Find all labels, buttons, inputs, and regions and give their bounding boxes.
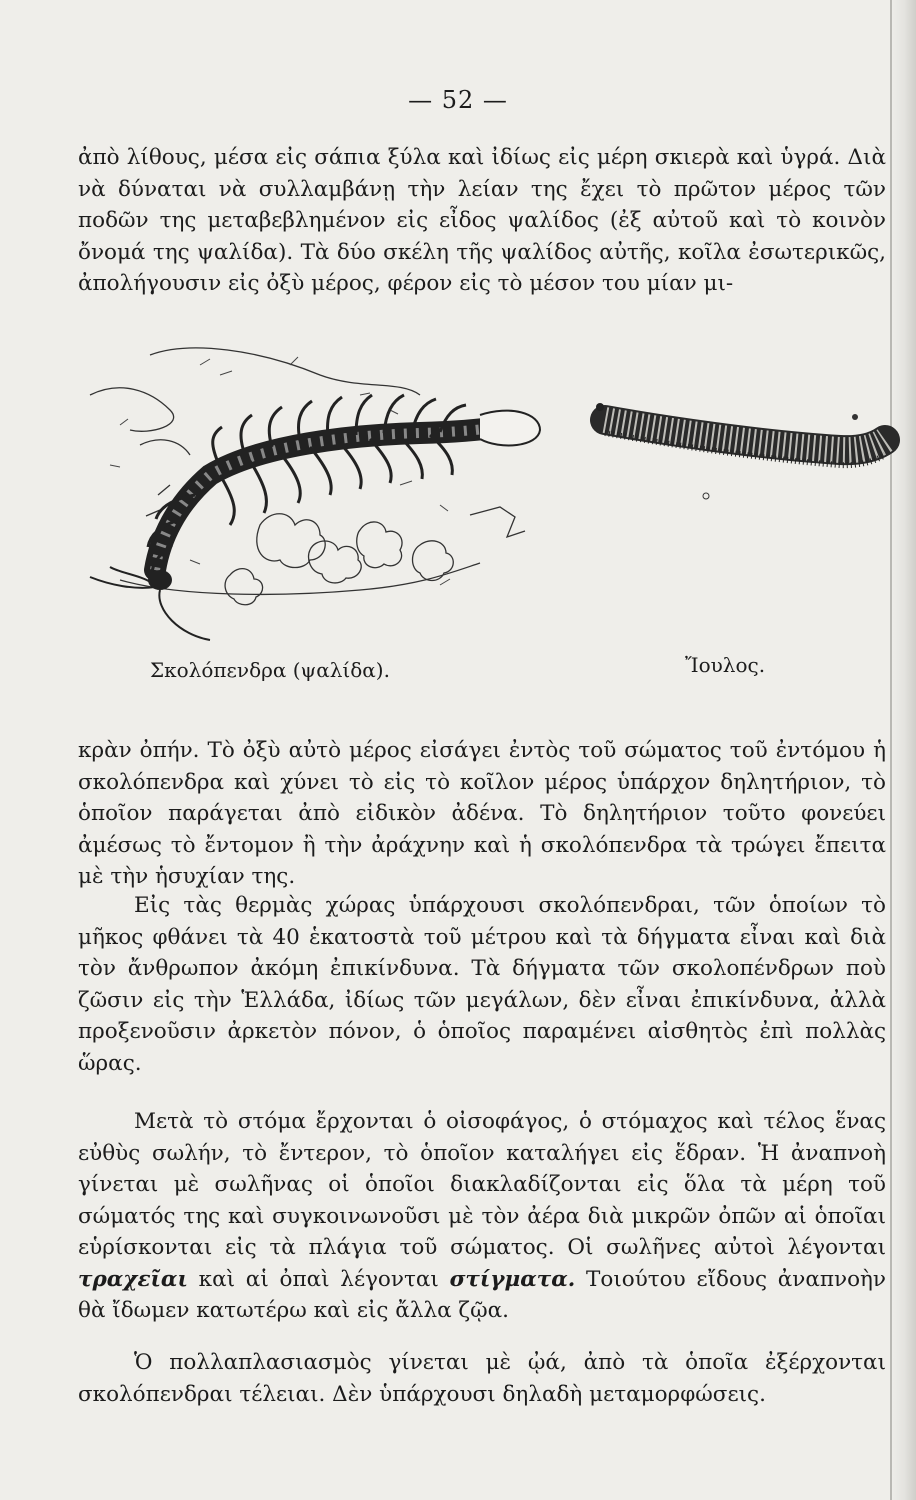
centipede-illustration (90, 348, 540, 640)
paragraph-4-text-b: καὶ αἱ ὀπαὶ λέγονται (187, 1266, 450, 1292)
page-edge-shadow (890, 0, 916, 1500)
caption-millipede: Ἴουλος. (685, 653, 766, 677)
term-stigmata: στίγματα. (449, 1266, 576, 1292)
paragraph-4 (78, 1106, 886, 1327)
paragraph-1: ἀπὸ λίθους, μέσα εἰς σάπια ξύλα καὶ ἰδίως εἰς μέρη σκιερὰ καὶ ὑγρά. Διὰ νὰ δύναται νὰ συλλαμβάνῃ τὴν λείαν της ἔχει τὸ πρῶτον μέρος τῶν ποδῶν της μεταβεβλημένον εἰς εἶδος ψαλίδος (ἐξ αὐτοῦ καὶ τὸ κοινὸν ὄνομά της ψαλίδα). Τὰ δύο σκέλη τῆς ψαλίδος αὐτῆς, κοῖλα ἐσωτερικῶς, ἀπολήγουσιν εἰς ὀξὺ μέρος, φέρον εἰς τὸ μέσον του μίαν μι- (78, 145, 886, 296)
term-tracheae: τραχεῖαι (78, 1266, 188, 1292)
figure (60, 335, 900, 695)
ink-dot (703, 493, 709, 499)
millipede-illustration (596, 403, 885, 499)
paragraph-5: Ὁ πολλαπλασιασμὸς γίνεται μὲ ᾠά, ἀπὸ τὰ ὁποῖα ἐξέρχονται σκολόπενδραι τέλειαι. Δὲν ὑπάρχουσι δηλαδὴ μεταμορφώσεις. (78, 1350, 886, 1407)
paragraph-4-text-a: Μετὰ τὸ στόμα ἔρχονται ὁ οἰσοφάγος, ὁ στόμαχος καὶ τέλος ἕνας εὐθὺς σωλήν, τὸ ἔντερον, τὸ ὁποῖον καταλήγει εἰς ἕδραν. Ἡ ἀναπνοὴ γίνεται μὲ σωλῆνας οἱ ὁποῖοι διακλαδίζονται εἰς ὅλα τὰ μέρη τοῦ σώματός της καὶ συγκοινωνοῦσι μὲ τὸν ἀέρα διὰ μικρῶν ὀπῶν αἱ ὁποῖαι εὑρίσκονται εἰς τὰ πλάγια τοῦ σώματος. Οἱ σωλῆνες αὐτοὶ λέγονται (78, 1109, 886, 1260)
ink-dot (852, 414, 858, 420)
paragraph-2: κρὰν ὀπήν. Τὸ ὀξὺ αὐτὸ μέρος εἰσάγει ἐντὸς τοῦ σώματος τοῦ ἐντόμου ἡ σκολόπενδρα καὶ χύνει τὸ εἰς τὸ κοῖλον μέρος ὑπάρχον δηλητήριον, τὸ ὁποῖον παράγεται ἀπὸ εἰδικὸν ἀδένα. Τὸ δηλητήριον τοῦτο φονεύει ἀμέσως τὸ ἔντομον ἢ τὴν ἀράχνην καὶ ἡ σκολόπενδρα τὰ τρώγει ἔπειτα μὲ τὴν ἡσυχίαν της. (78, 738, 886, 889)
paragraph-4-text-c: Τοιούτου εἴδους ἀναπνοὴν θὰ ἴδωμεν κατωτέρω καὶ εἰς ἄλλα ζῷα. (78, 1266, 886, 1323)
centipede-body (155, 427, 500, 570)
centipede-tail (480, 411, 540, 446)
caption-centipede: Σκολόπενδρα (ψαλίδα). (150, 658, 390, 682)
page-edge-line (890, 0, 892, 1500)
figure-illustrations (60, 335, 900, 695)
millipede-head (596, 403, 604, 411)
page-number: — 52 — (408, 86, 508, 114)
paragraph-3: Εἰς τὰς θερμὰς χώρας ὑπάρχουσι σκολόπενδραι, τῶν ὁποίων τὸ μῆκος φθάνει τὰ 40 ἑκατοστὰ τοῦ μέτρου καὶ τὰ δήγματα εἶναι καὶ διὰ τὸν ἄνθρωπον ἀκόμη ἐπικίνδυνα. Τὰ δήγματα τῶν σκολοπένδρων ποὺ ζῶσιν εἰς τὴν Ἑλλάδα, ἰδίως τῶν μεγάλων, δὲν εἶναι ἐπικίνδυνα, ἀλλὰ προξενοῦσιν ἀρκετὸν πόνον, ὁ ὁποῖος παραμένει αἰσθητὸς ἐπὶ πολλὰς ὥρας. (78, 893, 886, 1076)
